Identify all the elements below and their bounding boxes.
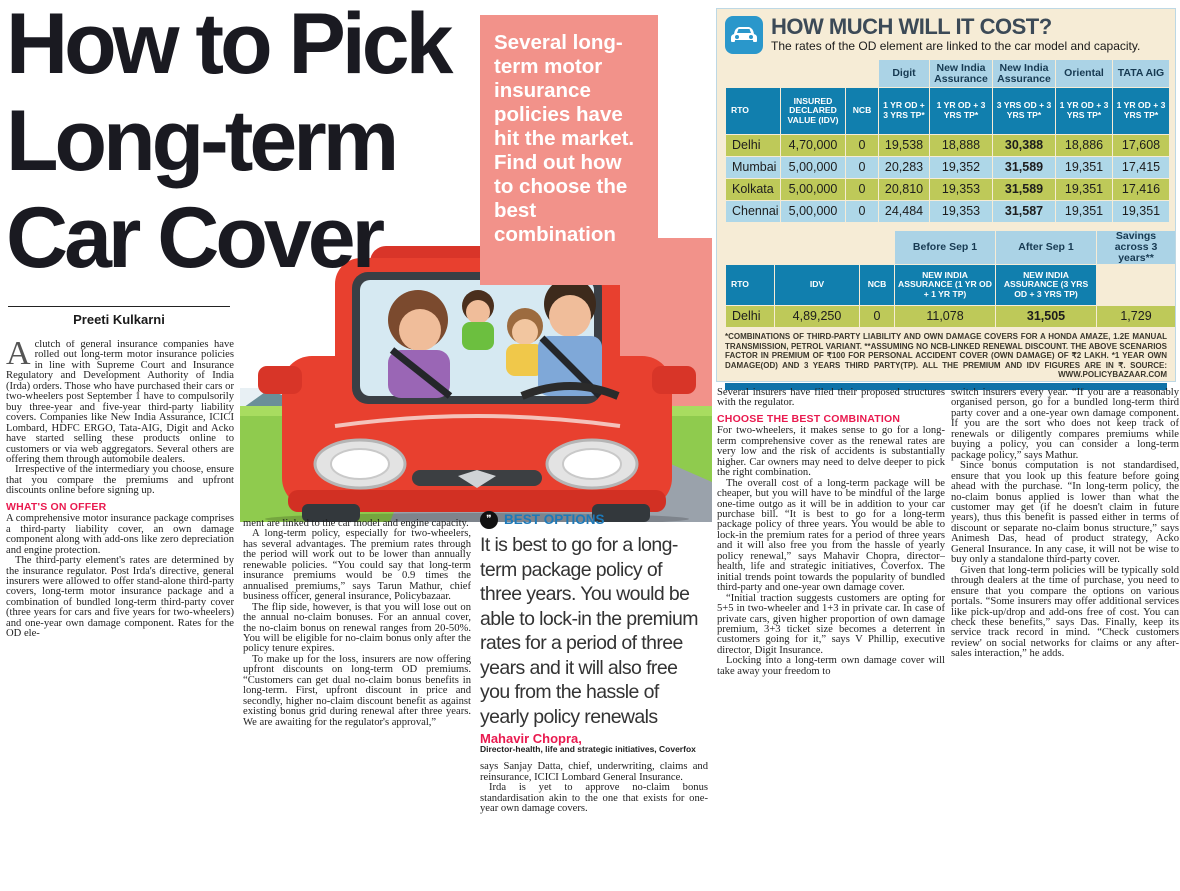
- table-cell: 19,351: [1056, 179, 1112, 200]
- table-cell: 19,538: [879, 135, 929, 156]
- column-header: RTO: [726, 265, 774, 305]
- table-cell: 18,888: [930, 135, 992, 156]
- column-group-header: TATA AIG: [1113, 60, 1169, 87]
- infographic-subtitle: The rates of the OD element are linked to the car model and capacity.: [771, 39, 1141, 53]
- table-cell: 20,810: [879, 179, 929, 200]
- column-group-header: New India Assurance: [930, 60, 992, 87]
- table-cell: Kolkata: [726, 179, 780, 200]
- spacer-cell: [726, 60, 780, 87]
- article-paragraph: Aclutch of general insurance companies have rolled out long-term motor insurance policies in line with Supreme Court and Insurance Regulatory and Development Authority of India (Irda) orders. Those who have purchased their cars or two-wheelers post September 1 have to compulsorily buy three-year and five-year third-party liability covers. Companies like New India Assurance, ICICI Lombard, HDFC ERGO, Tata-AIG, Digit and Acko have started selling these products online to customers or via web aggregators. Several others are offering them through automobile dealers.: [6, 340, 234, 465]
- table-cell: 17,415: [1113, 157, 1169, 178]
- article-paragraph: ment are linked to the car model and engine capacity.: [243, 519, 469, 529]
- article-paragraph: The flip side, however, is that you will lose out on the annual no-claim bonuses. For an annual cover, the no-claim bonus on renewal ranges from 20-50%. You will be eligible for no-claim bonus only after the policy tenure expires.: [243, 601, 471, 655]
- table-cell: 19,351: [1056, 201, 1112, 222]
- table-cell: 5,00,000: [781, 157, 845, 178]
- column-group-header: After Sep 1: [996, 231, 1096, 264]
- article-column-4: [717, 388, 945, 891]
- spacer-cell: [860, 231, 894, 264]
- article-paragraph: A long-term policy, especially for two-wheelers, has several advantages. The premium rates through the period will work out to be lower than annually renewable policies. “You could say that long-term insurance premiums would be 0.9 times the annualised premiums,” says Tarun Mathur, chief business officer, general insurance, Policybazaar.: [243, 528, 471, 603]
- column-group-header: Digit: [879, 60, 929, 87]
- quote-title: BEST OPTIONS: [504, 511, 605, 527]
- table-cell: 19,351: [1056, 157, 1112, 178]
- headline-line: Car Cover: [6, 190, 382, 286]
- before-after-table: [725, 230, 1176, 328]
- table-cell: 18,886: [1056, 135, 1112, 156]
- article-paragraph: Several insurers have filed their proposed structures with the regulator.: [717, 388, 945, 409]
- quote-attribution: Mahavir Chopra,: [480, 731, 582, 746]
- deck-callout: Several long-term motor insurance policies have hit the market. Find out how to choose the best combination: [480, 15, 658, 285]
- column-header: INSURED DECLARED VALUE (IDV): [781, 88, 845, 134]
- article-column-2: [243, 519, 471, 891]
- column-group-header: New India Assurance: [993, 60, 1055, 87]
- article-paragraph: Given that long-term policies will be typically sold through dealers at the time of purchase, you need to ensure that you compare the options on various portals. “Some insurers may offer additional services like pick-up/drop and add-ons free of cost. You can check these benefits,” says Das. Finally, keep its service track record in mind. “Check customers review' on social networks for claims or any after-sales interaction,” he adds.: [951, 564, 1179, 660]
- infographic-title: HOW MUCH WILL IT COST?: [771, 14, 1052, 39]
- spacer-cell: [726, 231, 774, 264]
- table-cell: 20,283: [879, 157, 929, 178]
- infographic-titles: [771, 16, 1140, 53]
- table-cell: 0: [860, 306, 894, 327]
- table-cell: Delhi: [726, 306, 774, 327]
- article-paragraph: Irrespective of the intermediary you choose, ensure that you compare the premiums and upfront discounts online before signing up.: [6, 464, 234, 497]
- article-paragraph: To make up for the loss, insurers are now offering upfront discounts on long-term OD premiums. “Customers can get dual no-claim bonus benefits in long-term. First, upfront discount in price and secondly, higher no-claim discount benefit as against existing bonus grid during renewal after three years. We are awaiting for the regulator's approval,”: [243, 653, 471, 728]
- article-paragraph: Since bonus computation is not standardised, ensure that you look up this feature before going ahead with the purchase. “In long-term policy, the no-claim bonus applied is lower than what the customer may get (if he doesn't claim in future years), thus this benefit is passed either in terms of discount or separate no-claim bonus structure,” says Animesh Das, head of product strategy, Acko General Insurance. In any case, it will not be wise to buy only a standalone third-party cover.: [951, 460, 1179, 566]
- quote-header: [480, 511, 708, 529]
- article-paragraph: For two-wheelers, it makes sense to go for a long-term comprehensive cover as the renewal rates are very low and the risk of accidents is substantially higher. Car owners may need to delve deeper to pick the right combination.: [717, 425, 945, 479]
- column-header: 3 YRS OD + 3 YRS TP*: [993, 88, 1055, 134]
- article-column-1: [6, 340, 234, 891]
- table-cell: 30,388: [993, 135, 1055, 156]
- article-paragraph: Irda is yet to approve no-claim bonus standardisation akin to the one that exists for one-year own damage covers.: [480, 782, 708, 815]
- table-row: [726, 157, 1169, 178]
- premium-comparison-table: [725, 59, 1170, 223]
- byline-rule: [8, 306, 230, 307]
- table-cell: 24,484: [879, 201, 929, 222]
- table-cell: 0: [846, 201, 878, 222]
- source-text: WWW.POLICYBAZAAR.COM: [1058, 370, 1167, 380]
- table-cell: 31,589: [993, 179, 1055, 200]
- headline-line: Long-term: [6, 93, 396, 189]
- footnote-text: *COMBINATIONS OF THIRD-PARTY LIABILITY AND OWN DAMAGE COVERS FOR A HONDA AMAZE, 1.2E MANUAL TRANSMISSION, PETROL VARIANT. **ASSUMING NO NCB-LINKED RENEWAL DISCOUNT. THE ABOVE SCENARIOS FACTOR IN PREMIUM OF ₹100 FOR PERSONAL ACCIDENT COVER (OWN DAMAGE) OF ₹2 LAKH. *1 YEAR OWN DAMAGE(OD) AND 3 YEARS THIRD PARTY(TP). ALL THE PREMIUM AND IDV FIGURES ARE IN ₹.: [725, 332, 1167, 370]
- headline-line: How to Pick: [6, 0, 450, 92]
- column-header: NCB: [846, 88, 878, 134]
- spacer-cell: [781, 60, 845, 87]
- column-header: IDV: [775, 265, 859, 305]
- column-header: NEW INDIA ASSURANCE (3 YRS OD + 3 YRS TP): [996, 265, 1096, 305]
- quote-icon: ❞: [480, 511, 498, 529]
- table-cell: 5,00,000: [781, 201, 845, 222]
- spacer-cell: [846, 60, 878, 87]
- car-icon: [725, 16, 763, 54]
- column-header: NEW INDIA ASSURANCE (1 YR OD + 1 YR TP): [895, 265, 995, 305]
- spacer-cell: [775, 231, 859, 264]
- article-headline: [6, 0, 478, 287]
- table-cell: 0: [846, 135, 878, 156]
- table-cell: 19,352: [930, 157, 992, 178]
- table-cell: Mumbai: [726, 157, 780, 178]
- spacer-cell: [1097, 265, 1175, 305]
- article-paragraph: The third-party element's rates are determined by the insurance regulator. Post Irda's directive, general insurers were allowed to offer stand-alone third-party covers, long-term motor insurance package and a combination of bundled long-term third-party cover (three years for cars and five years for two-wheelers) and one-year own damage component. Rates for the OD ele-: [6, 555, 234, 640]
- table-cell: 31,589: [993, 157, 1055, 178]
- table-cell: 31,505: [996, 306, 1096, 327]
- table-cell: 17,416: [1113, 179, 1169, 200]
- table-footnote: [725, 332, 1167, 380]
- column-header: 1 YR OD + 3 YRS TP*: [1113, 88, 1169, 134]
- section-heading: CHOOSE THE BEST COMBINATION: [717, 412, 901, 425]
- table-cell: 19,351: [1113, 201, 1169, 222]
- article-paragraph: “Initial traction suggests customers are opting for 5+5 in two-wheeler and 1+3 in private car. In case of private cars, given higher proportion of own damage premium, 3+3 ticket size becomes a deterrent in customers going for it,” says V Phillip, executive director, Digit Insurance.: [717, 592, 945, 656]
- pull-quote: It is best to go for a long-term package policy of three years. You would be able to lock-in the premium rates for a period of three years and it will also free you from the hassle of yearly policy renewals: [480, 534, 698, 728]
- column-group-header: Savings across 3 years**: [1097, 231, 1175, 264]
- column-header: 1 YR OD + 3 YRS TP*: [879, 88, 929, 134]
- quote-attribution-role: Director-health, life and strategic initiatives, Coverfox: [480, 744, 696, 755]
- table-cell: 31,587: [993, 201, 1055, 222]
- table-cell: 11,078: [895, 306, 995, 327]
- column-header: NCB: [860, 265, 894, 305]
- section-heading: WHAT'S ON OFFER: [6, 500, 107, 513]
- table-row: [726, 135, 1169, 156]
- table-cell: Chennai: [726, 201, 780, 222]
- table-cell: 17,608: [1113, 135, 1169, 156]
- table-cell: 19,353: [930, 179, 992, 200]
- column-header: RTO: [726, 88, 780, 134]
- table-cell: 1,729: [1097, 306, 1175, 327]
- column-group-header: Before Sep 1: [895, 231, 995, 264]
- column-header: 1 YR OD + 3 YRS TP*: [930, 88, 992, 134]
- table-row: [726, 306, 1175, 327]
- article-paragraph: Locking into a long-term own damage cover will take away your freedom to: [717, 655, 945, 677]
- article-paragraph: switch insurers every year. “If you are a reasonably organised person, go for a bundled long-term third party cover and a one-year own damage component. If you are the sort who does not keep track of renewals or diligently compares premiums while buying a policy, you can consider a long-term package policy,” says Mathur.: [951, 388, 1179, 461]
- cost-infographic: [716, 8, 1176, 382]
- table-cell: 19,353: [930, 201, 992, 222]
- table-cell: 5,00,000: [781, 179, 845, 200]
- table-row: [726, 201, 1169, 222]
- article-paragraph: The overall cost of a long-term package will be cheaper, but you will have to be mindful of the large one-time outgo as it will be in addition to your car purchase bill. “It is best to go for a long-term package policy of three years. You would be able to lock-in the premium rates for a period of three years and it will also free you from the hassle of yearly policy renewal,” says Mahavir Chopra, director–health, life and strategic initiatives, Coverfox. The initial trends point towards the popularity of bundled third-party and one-year own damage cover.: [717, 477, 945, 594]
- source-label: SOURCE:: [1130, 360, 1167, 370]
- table-cell: Delhi: [726, 135, 780, 156]
- article-paragraph: says Sanjay Datta, chief, underwriting, claims and reinsurance, ICICI Lombard General Insurance.: [480, 761, 708, 783]
- table-row: [726, 179, 1169, 200]
- column-header: 1 YR OD + 3 YRS TP*: [1056, 88, 1112, 134]
- article-column-5: [951, 388, 1179, 891]
- drop-cap: A: [6, 340, 31, 372]
- table-cell: 4,70,000: [781, 135, 845, 156]
- article-paragraph: A comprehensive motor insurance package comprises a third-party liability cover, an own damage component along with add-ons like zero depreciation and engine protection.: [6, 513, 234, 556]
- article-column-3: [480, 511, 708, 891]
- table-cell: 0: [846, 157, 878, 178]
- table-cell: 4,89,250: [775, 306, 859, 327]
- article-column-3-body: [480, 762, 708, 814]
- infographic-header: [725, 16, 1167, 54]
- column-group-header: Oriental: [1056, 60, 1112, 87]
- byline: Preeti Kulkarni: [73, 312, 165, 327]
- table-cell: 0: [846, 179, 878, 200]
